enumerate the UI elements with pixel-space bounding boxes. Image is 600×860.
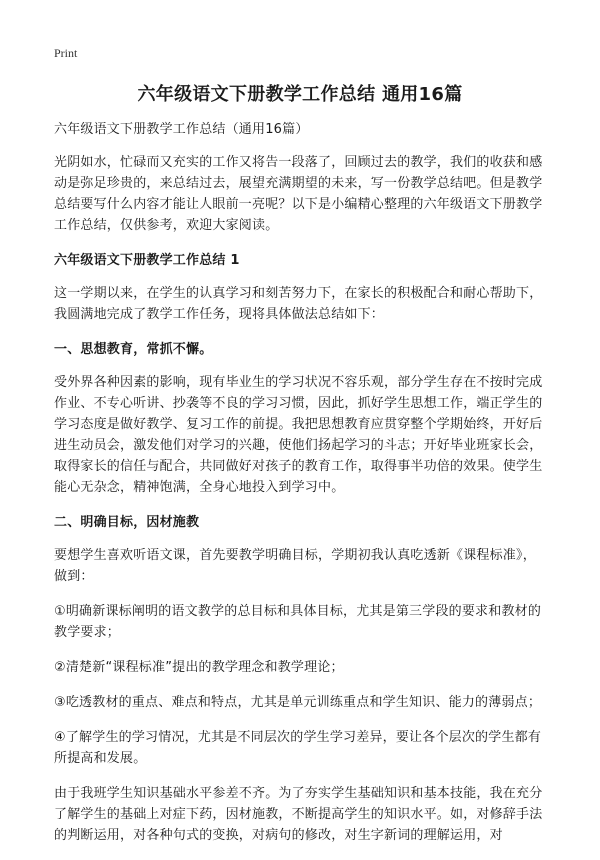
heading-clear-goals: 二、明确目标，因材施教 (54, 515, 200, 530)
section-title: 六年级语文下册教学工作总结 1 (54, 253, 240, 268)
intro-paragraph: 光阴如水，忙碌而又充实的工作又将告一段落了，回顾过去的教学，我们的收获和感动是弥足珍贵的，来总结过去，展望充满期望的未来，写一份教学总结吧。但是教学总结要写什么内容才能让人眼前一亮呢？以下是小编精心整理的六年级语文下册教学工作总结，仅供参考，欢迎大家阅读。 (54, 155, 543, 233)
print-link[interactable]: Print (54, 46, 78, 60)
list-item: ①明确新课标阐明的语文教学的总目标和具体目标，尤其是第三学段的要求和教材的教学要求； (54, 604, 542, 640)
document-subtitle: 六年级语文下册教学工作总结（通用16篇） (54, 122, 309, 137)
heading-thought-education: 一、思想教育，常抓不懈。 (54, 342, 213, 357)
list-item: ③吃透教材的重点、难点和特点，尤其是单元训练重点和学生知识、能力的薄弱点； (54, 695, 542, 710)
list-item: ④了解学生的学习情况，尤其是不同层次的学生学习差异，要让各个层次的学生都有所提高和发展。 (54, 730, 542, 766)
document-body (54, 119, 548, 860)
paragraph-student-level: 由于我班学生知识基础水平参差不齐。为了夯实学生基础知识和基本技能，我在充分了解学生的基础上对症下药，因材施教，不断提高学生的知识水平。如，对修辞手法的判断运用，对各种句式的变换，对病句的修改，对生字新词的理解运用，对 (54, 786, 543, 843)
section-intro-paragraph: 这一学期以来，在学生的认真学习和刻苦努力下，在家长的积极配合和耐心帮助下，我圆满地完成了教学工作任务，现将具体做法总结如下： (54, 286, 543, 322)
paragraph-clear-goals: 要想学生喜欢听语文课，首先要教学明确目标，学期初我认真吃透新《课程标准》，做到： (54, 548, 536, 584)
list-item: ②清楚新“课程标准”提出的教学理念和教学理论； (54, 660, 344, 675)
paragraph-thought-education: 受外界各种因素的影响，现有毕业生的学习状况不容乐观，部分学生存在不按时完成作业、不专心听讲、抄袭等不良的学习习惯，因此，抓好学生思想工作，端正学生的学习态度是做好教学、复习工作的前提。我把思想教育应贯穿整个学期始终，开好后进生动员会，激发他们对学习的兴趣，使他们扬起学习的斗志；开好毕业班家长会，取得家长的信任与配合，共同做好对孩子的教育工作，取得事半功倍的效果。使学生能心无杂念，精神饱满，全身心地投入到学习中。 (54, 375, 543, 495)
page-title: 六年级语文下册教学工作总结 通用16篇 (137, 84, 463, 105)
